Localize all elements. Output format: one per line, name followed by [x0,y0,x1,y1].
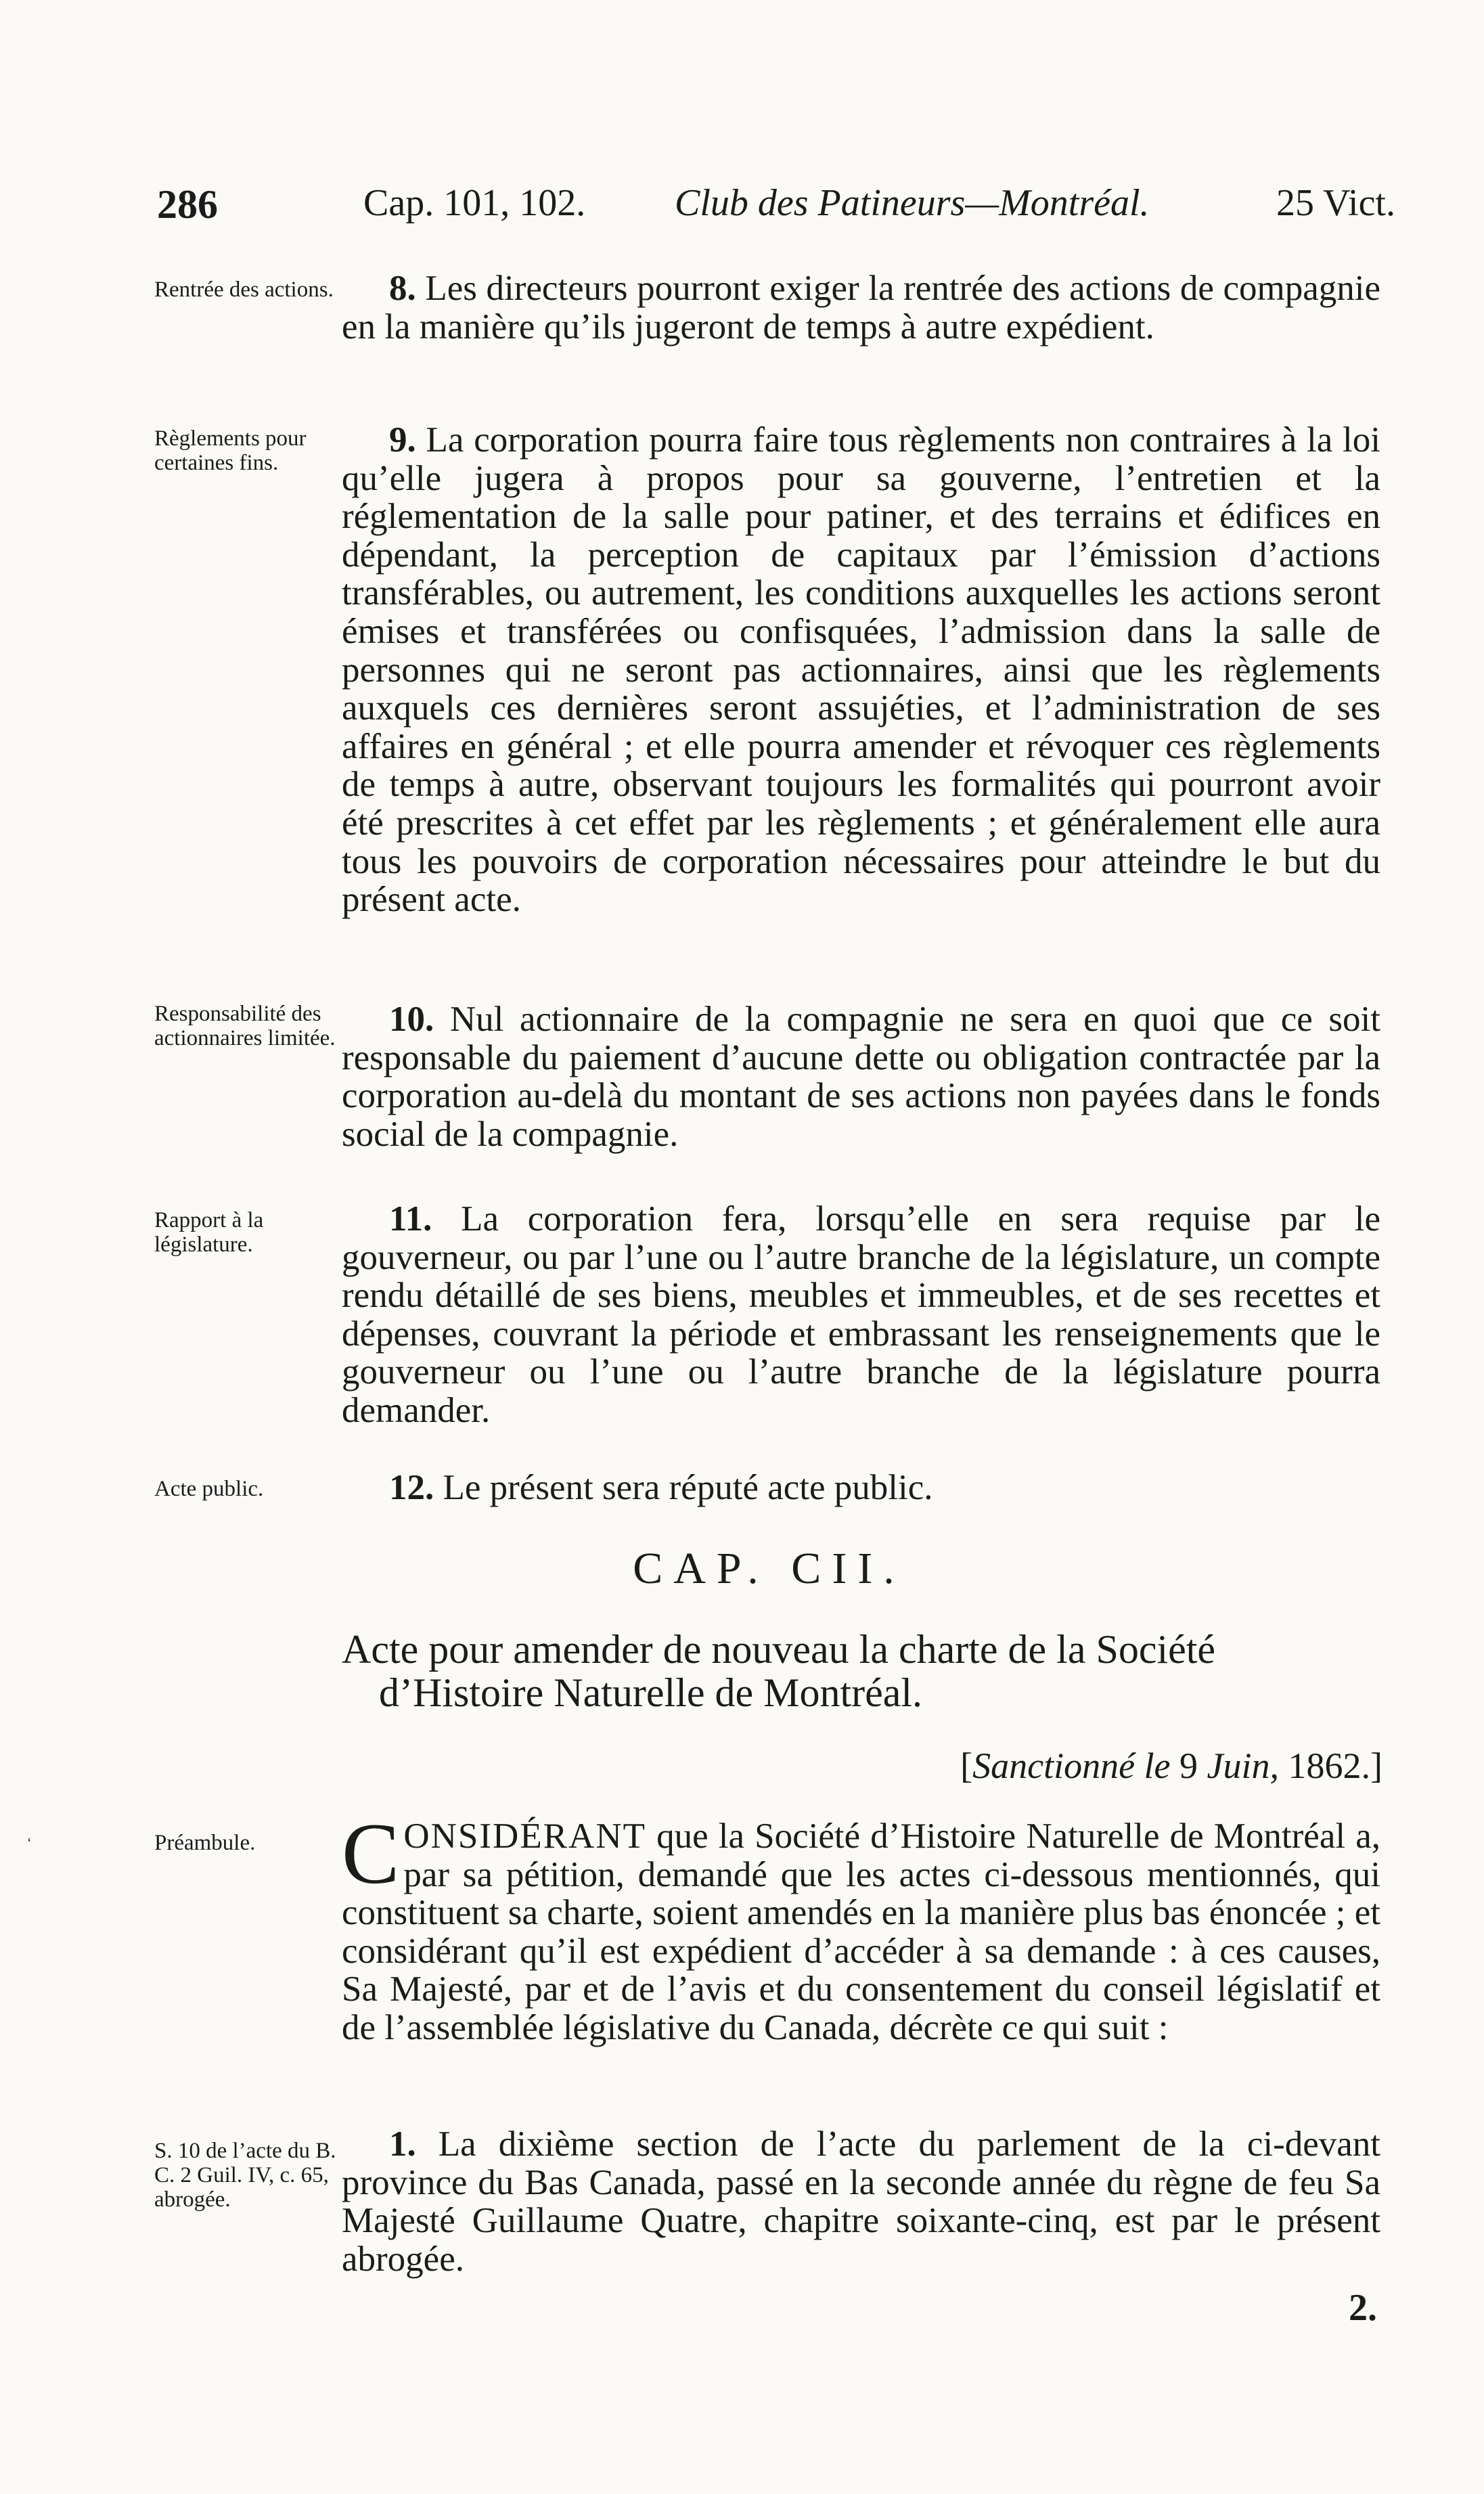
preamble-lead: ONSIDÉRANT [403,1817,646,1856]
section-8 [342,269,1380,346]
chapter-reference: Cap. 101, 102. [363,182,586,224]
sanction-month: Juin, [1207,1745,1280,1786]
section-11 [342,1200,1380,1430]
drop-cap: C [342,1806,400,1902]
margin-mark: ‘ [27,1835,32,1850]
section-text: La dixième section de l’acte du parlement de la ci-devant province du Bas Canada, passé en la seconde année du règne de feu Sa Majesté Guillaume Quatre, chapitre soixante-cinq, est par le présent abrogée. [342,2124,1380,2279]
section-9 [342,421,1380,919]
preamble [342,1806,1380,2047]
section-number: 1. [389,2124,416,2164]
section-text: La corporation fera, lorsqu’elle en sera requise par le gouverneur, ou par l’une ou l’autre branche de la législature, un compte rendu détaillé de ses biens, meubles et immeubles, et de ses recettes et dépenses, couvrant la période et embrassant les renseignements que le gouverneur ou l’une ou l’autre branche de la législature pourra demander. [342,1199,1381,1430]
section-12 [342,1469,1380,1507]
section-number: 8. [389,269,416,308]
chapter-heading: CAP. CII. [633,1544,905,1593]
regnal-year: 25 Vict. [1276,182,1395,224]
section-1 [342,2125,1380,2278]
sanction-label: Sanctionné le [972,1745,1171,1786]
section-number: 10. [389,1000,434,1039]
running-title: Club des Patineurs—Montréal. [675,182,1150,224]
running-header [157,181,1395,229]
margin-note: Acte public. [154,1477,264,1501]
preamble-text: que la Société d’Histoire Naturelle de Montréal a, par sa pétition, demandé que les actes ci-dessous mentionnés, qui constituent sa charte, soient amendés en la manière plus bas énoncée ; et considérant qu’il est expédient d’accéder à sa demande : à ces causes, Sa Majesté, par et de l’avis et du consentement du conseil législatif et de l’assemblée législative du Canada, décrète ce qui suit : [342,1817,1380,2047]
section-number: 11. [389,1199,432,1239]
section-number: 9. [389,420,416,460]
section-text: Nul actionnaire de la compagnie ne sera en quoi que ce soit responsable du paiement d’aucune dette ou obligation contractée par la corporation au-delà du montant de ses actions non payées dans le fonds social de la compagnie. [342,1000,1380,1154]
sanction-year: 1862.] [1288,1745,1382,1786]
sanction-day: 9 [1179,1745,1198,1786]
margin-note: Règlements pour certaines fins. [154,426,307,475]
sanction-bracket: [ [960,1745,973,1786]
section-10 [342,1000,1380,1153]
page-number: 286 [157,182,218,227]
catchword: 2. [1349,2287,1377,2329]
section-text: Les directeurs pourront exiger la rentrée des actions de compagnie en la manière qu’ils jugeront de temps à autre expédient. [342,269,1380,347]
margin-note: Rapport à la législature. [154,1208,264,1257]
chapter-title [342,1628,1380,1714]
margin-note: Préambule. [154,1831,256,1855]
section-text: La corporation pourra faire tous règlements non contraires à la loi qu’elle jugera à propos pour sa gouverne, l’entretien et la réglementation de la salle pour patiner, et des terrains et édifices en dépendant, la perception de capitaux par l’émission d’actions transférables, ou autrement, les conditions auxquelles les actions seront émises et transférées ou confisquées, l’admission dans la salle de personnes qui ne seront pas actionnaires, ainsi que les règlements auxquels ces dernières seront assujéties, et l’administration de ses affaires en général ; et elle pourra amender et révoquer ces règlements de temps à autre, observant toujours les formalités qui pourront avoir été prescrites à cet effet par les règlements ; et généralement elle aura tous les pouvoirs de corporation nécessaires pour atteindre le but du présent acte. [342,420,1381,920]
margin-note: S. 10 de l’acte du B. C. 2 Guil. IV, c. 65, abrogée. [154,2139,336,2212]
margin-note: Rentrée des actions. [154,277,334,302]
section-number: 12. [389,1468,434,1507]
chapter-title-line-2: d’Histoire Naturelle de Montréal. [379,1670,923,1715]
sanction-date [960,1745,1382,1787]
margin-note: Responsabilité des actionnaires limitée. [154,1002,336,1050]
section-text: Le présent sera réputé acte public. [443,1468,933,1507]
chapter-title-line-1: Acte pour amender de nouveau la charte de la Société [342,1627,1216,1672]
